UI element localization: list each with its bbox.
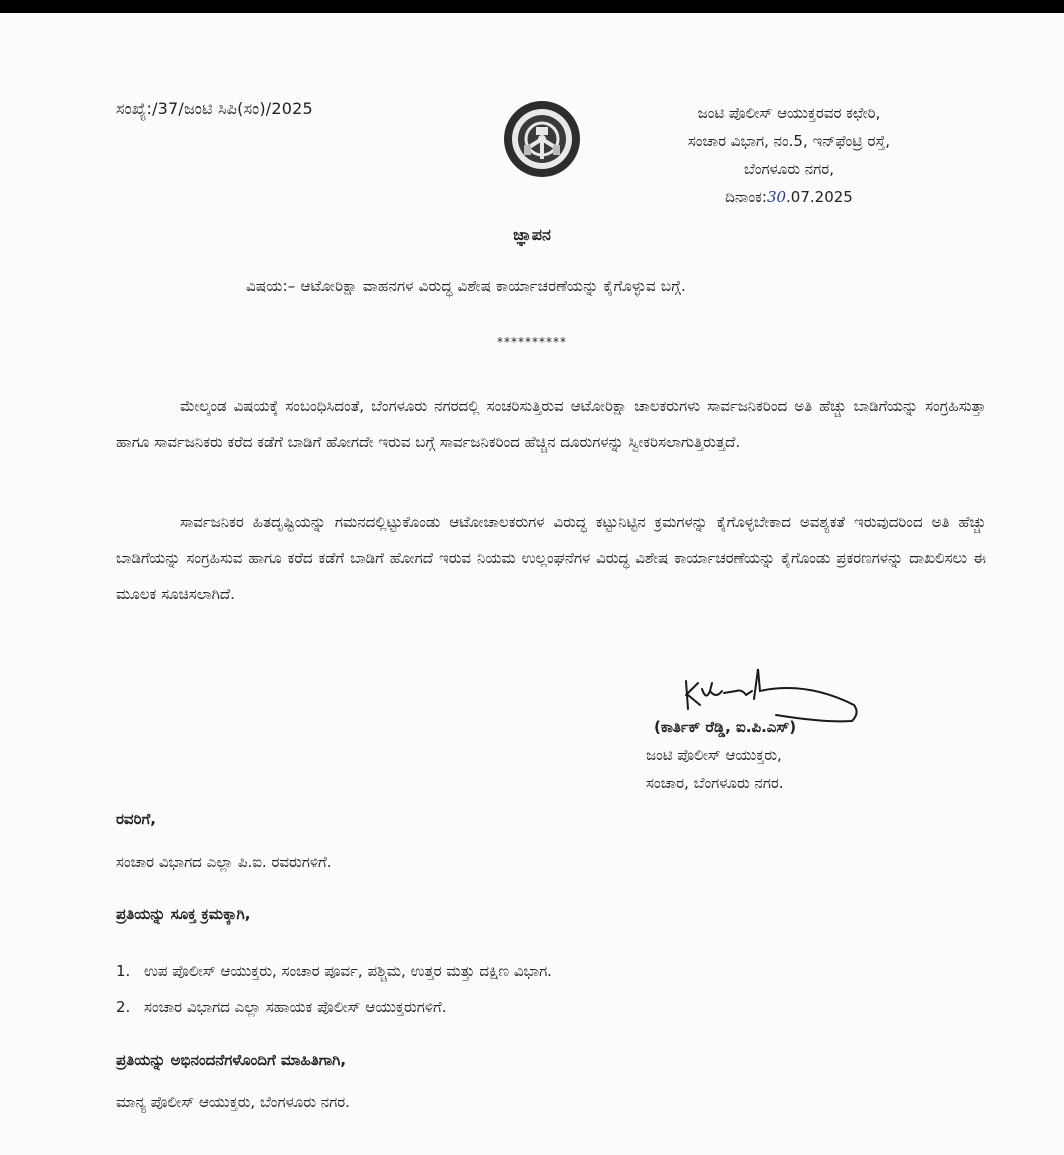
memo-title: ಜ್ಞಾಪನ bbox=[513, 225, 551, 244]
office-line-3: ಬೆಂಗಳೂರು ನಗರ, bbox=[744, 160, 834, 178]
reference-number: ಸಂಖ್ಯೆ:/37/ಜಂಟಿ ಸಿಪಿ(ಸಂ)/2025 bbox=[116, 99, 313, 118]
date-label: ದಿನಾಂಕ: bbox=[725, 188, 767, 206]
separator: ********** bbox=[497, 335, 567, 349]
copy-action-list bbox=[116, 953, 552, 1025]
list-item-number: 1. bbox=[116, 962, 131, 980]
copy-info-label: ಪ್ರತಿಯನ್ನು ಅಭಿನಂದನೆಗಳೊಂದಿಗೆ ಮಾಹಿತಿಗಾಗಿ, bbox=[116, 1051, 347, 1069]
memo-subject: ವಿಷಯ:– ಆಟೋರಿಕ್ಷಾ ವಾಹನಗಳ ವಿರುದ್ಧ ವಿಶೇಷ ಕಾರ್ಯಾಚರಣೆಯನ್ನು ಕೈಗೊಳ್ಳುವ ಬಗ್ಗೆ. bbox=[246, 277, 686, 295]
date-line bbox=[624, 183, 954, 211]
signatory-block bbox=[646, 713, 796, 797]
signatory-designation: ಜಂಟಿ ಪೊಲೀಸ್ ಆಯುಕ್ತರು, bbox=[646, 746, 782, 764]
to-value: ಸಂಚಾರ ವಿಭಾಗದ ಎಲ್ಲಾ ಪಿ.ಐ. ರವರುಗಳಿಗೆ. bbox=[116, 853, 332, 871]
date-rest: .07.2025 bbox=[786, 188, 853, 206]
to-label: ರವರಿಗೆ, bbox=[116, 810, 156, 828]
traffic-police-emblem-icon bbox=[502, 99, 582, 179]
signatory-name: (ಕಾರ್ತಿಕ್ ರೆಡ್ಡಿ, ಐ.ಪಿ.ಎಸ್) bbox=[654, 718, 797, 736]
copy-info-value: ಮಾನ್ಯ ಪೊಲೀಸ್ ಆಯುಕ್ತರು, ಬೆಂಗಳೂರು ನಗರ. bbox=[116, 1093, 350, 1111]
list-item-text: ಉಪ ಪೊಲೀಸ್ ಆಯುಕ್ತರು, ಸಂಚಾರ ಪೂರ್ವ, ಪಶ್ಚಿಮ, ಉತ್ತರ ಮತ್ತು ದಕ್ಷಿಣ ವಿಭಾಗ. bbox=[144, 962, 552, 980]
date-handwritten-day: 30 bbox=[766, 188, 787, 206]
copy-action-label: ಪ್ರತಿಯನ್ನು ಸೂಕ್ತ ಕ್ರಮಕ್ಕಾಗಿ, bbox=[116, 905, 251, 923]
list-item bbox=[116, 953, 552, 989]
list-item-number: 2. bbox=[116, 998, 131, 1016]
top-black-bar bbox=[0, 0, 1064, 13]
document-page bbox=[0, 13, 1064, 1155]
office-line-2: ಸಂಚಾರ ವಿಭಾಗ, ನಂ.5, ಇನ್‌ಫೆಂಟ್ರಿ ರಸ್ತೆ, bbox=[687, 132, 891, 150]
list-item bbox=[116, 989, 552, 1025]
office-address bbox=[624, 99, 954, 211]
signatory-department: ಸಂಚಾರ, ಬೆಂಗಳೂರು ನಗರ. bbox=[646, 774, 784, 792]
list-item-text: ಸಂಚಾರ ವಿಭಾಗದ ಎಲ್ಲಾ ಸಹಾಯಕ ಪೊಲೀಸ್ ಆಯುಕ್ತರುಗಳಿಗೆ. bbox=[144, 998, 447, 1016]
body-paragraph-1: ಮೇಲ್ಕಂಡ ವಿಷಯಕ್ಕೆ ಸಂಬಂಧಿಸಿದಂತೆ, ಬೆಂಗಳೂರು ನಗರದಲ್ಲಿ ಸಂಚರಿಸುತ್ತಿರುವ ಆಟೋರಿಕ್ಷಾ ಚಾಲಕರುಗಳು ಸಾರ್ವಜನಿಕರಿಂದ ಅತಿ ಹೆಚ್ಚು ಬಾಡಿಗೆಯನ್ನು ಸಂಗ್ರಹಿಸುತ್ತಾ ಹಾಗೂ ಸಾರ್ವಜನಿಕರು ಕರೆದ ಕಡೆಗೆ ಬಾಡಿಗೆ ಹೋಗದೇ ಇರುವ ಬಗ್ಗೆ ಸಾರ್ವಜನಿಕರಿಂದ ಹೆಚ್ಚಿನ ದೂರುಗಳನ್ನು ಸ್ವೀಕರಿಸಲಾಗುತ್ತಿರುತ್ತದೆ. bbox=[116, 397, 986, 451]
body-paragraph-2: ಸಾರ್ವಜನಿಕರ ಹಿತದೃಷ್ಟಿಯನ್ನು ಗಮನದಲ್ಲಿಟ್ಟುಕೊಂಡು ಆಟೋಚಾಲಕರುಗಳ ವಿರುದ್ಧ ಕಟ್ಟುನಿಟ್ಟಿನ ಕ್ರಮಗಳನ್ನು ಕೈಗೊಳ್ಳಬೇಕಾದ ಅವಶ್ಯಕತೆ ಇರುವುದರಿಂದ ಅತಿ ಹೆಚ್ಚು ಬಾಡಿಗೆಯನ್ನು ಸಂಗ್ರಹಿಸುವ ಹಾಗೂ ಕರೆದ ಕಡೆಗೆ ಬಾಡಿಗೆ ಹೋಗದೆ ಇರುವ ನಿಯಮ ಉಲ್ಲಂಘನೆಗಳ ವಿರುದ್ಧ ವಿಶೇಷ ಕಾರ್ಯಾಚರಣೆಯನ್ನು ಕೈಗೊಂಡು ಪ್ರಕರಣಗಳನ್ನು ದಾಖಲಿಸಲು ಈ ಮೂಲಕ ಸೂಚಿಸಲಾಗಿದೆ. bbox=[116, 513, 986, 603]
office-line-1: ಜಂಟಿ ಪೊಲೀಸ್ ಆಯುಕ್ತರವರ ಕಛೇರಿ, bbox=[697, 104, 881, 122]
